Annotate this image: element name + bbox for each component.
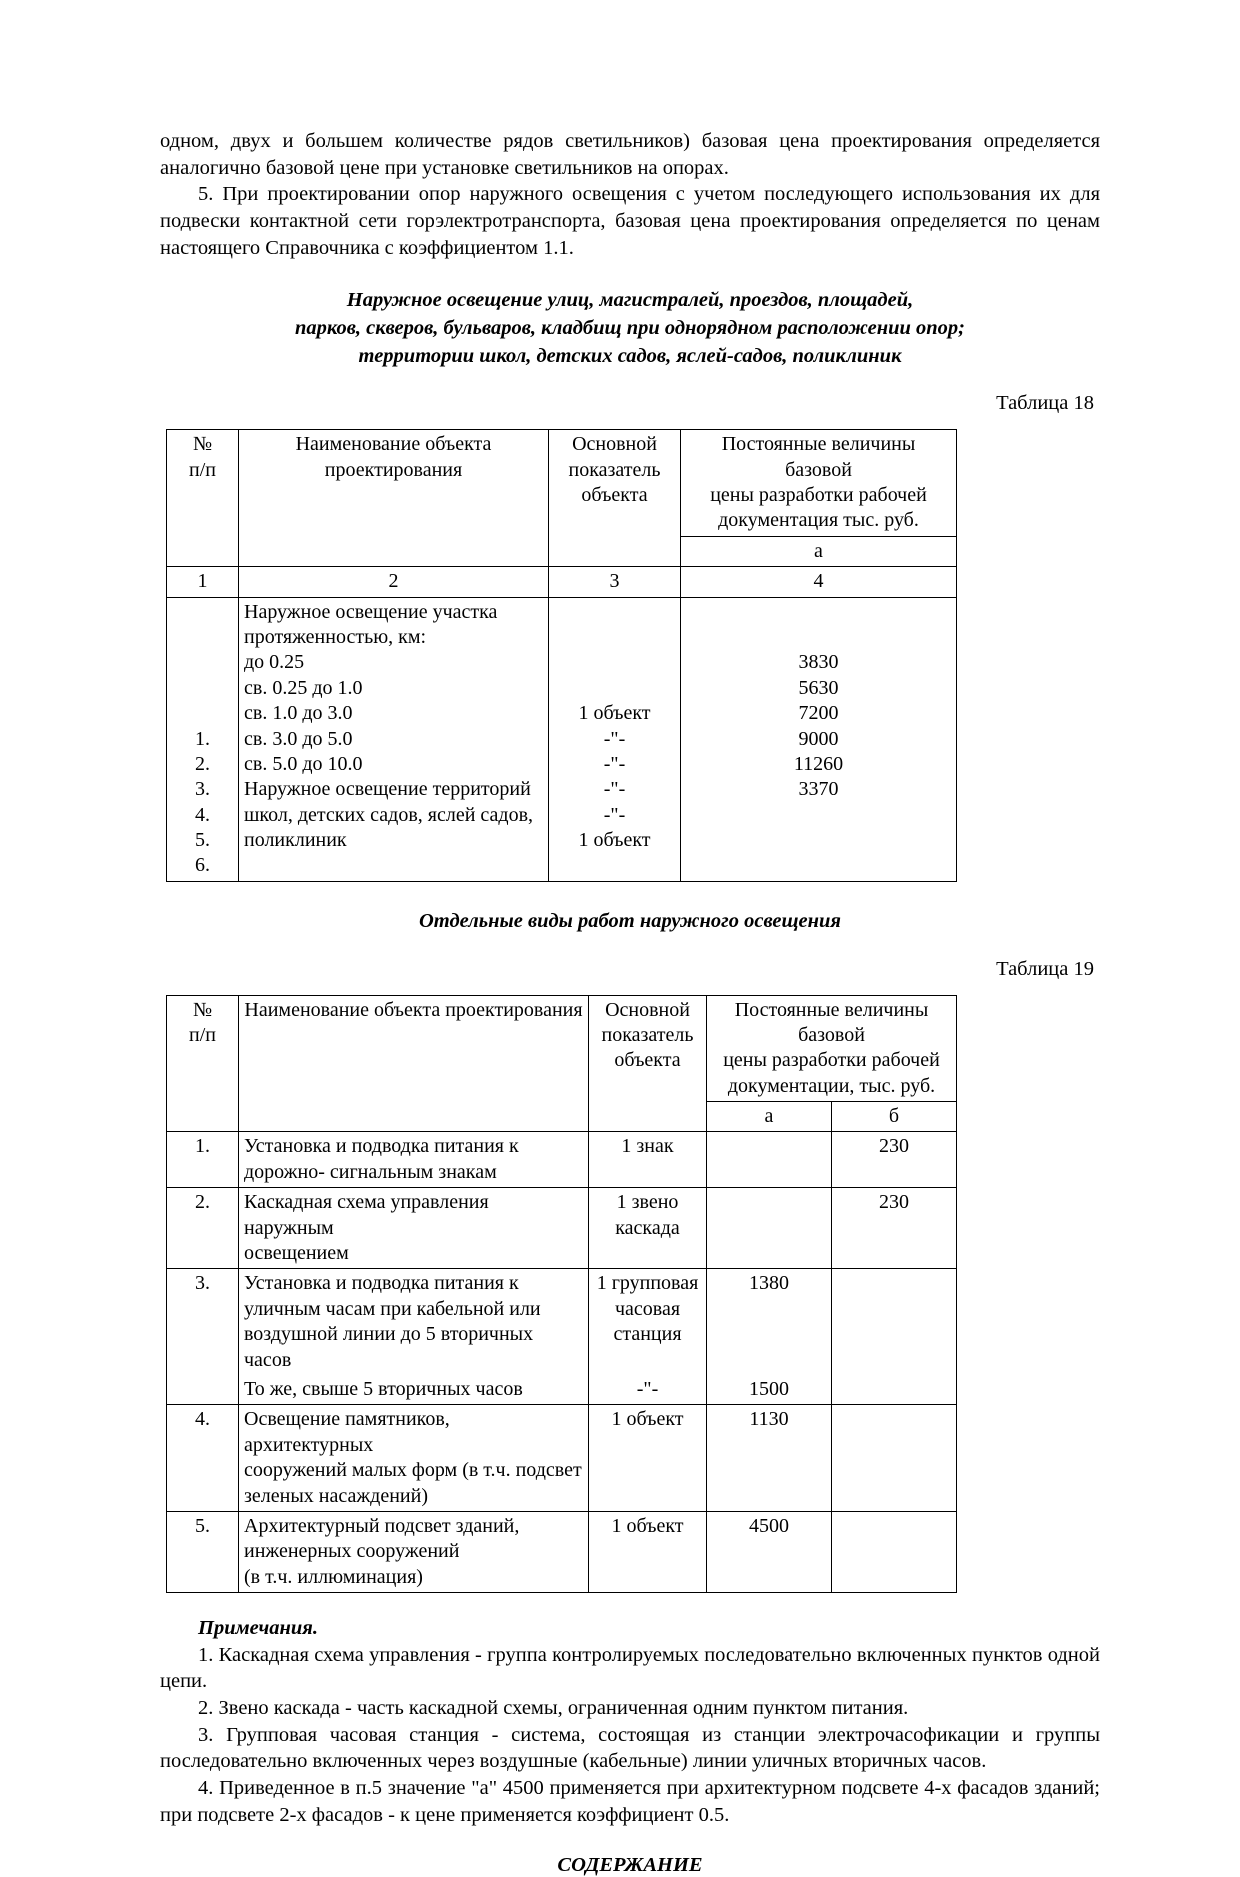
table19-row-name-line3: (в т.ч. иллюминация) (244, 1565, 423, 1588)
table19-row-name-line2: дорожно- сигнальным знакам (244, 1160, 497, 1183)
table19-row-name-line1: Каскадная схема управления наружным (244, 1191, 489, 1239)
table19-row-price-b (832, 1375, 957, 1405)
table19-header-unit (589, 995, 707, 1132)
table19-row-unit-line1: 1 групповая (596, 1272, 699, 1295)
contents-title: СОДЕРЖАНИЕ (557, 1854, 703, 1877)
table18-row-unit-6: 1 объект (578, 829, 651, 852)
table19-row-name-line2: освещением (244, 1242, 349, 1265)
table18-row-name-6-line1: Наружное освещение территорий (244, 778, 531, 801)
table19-row-unit (589, 1132, 707, 1188)
table19-row-unit (589, 1405, 707, 1512)
table18-row-name-6-line2: школ, детских садов, яслей садов, (244, 803, 534, 826)
table19 (166, 995, 957, 1594)
table19-row (167, 1375, 957, 1405)
table19-row (167, 1405, 957, 1512)
table19-row-price-a: 4500 (707, 1511, 832, 1592)
table19-row-unit (589, 1375, 707, 1405)
table18-header-row (167, 430, 957, 537)
table19-row-no: 1. (167, 1132, 239, 1188)
table18-row-price-4: 9000 (798, 727, 839, 750)
table19-row-name-line1: Архитектурный подсвет зданий, (244, 1514, 520, 1537)
table19-row-name-line2: сооружений малых форм (в т.ч. подсвет (244, 1459, 582, 1482)
table18-row-no-5: 5. (195, 829, 210, 852)
table19-row-unit-line2: каскада (615, 1216, 680, 1239)
table18-header-price-line3: документация тыс. руб. (718, 509, 919, 532)
table18-row-no-4: 4. (195, 803, 210, 826)
table19-row-name (239, 1405, 589, 1512)
table18-header-price-line2: цены разработки рабочей (710, 484, 927, 506)
table18-row-unit-4: -"- (603, 778, 626, 801)
table18-row-no-2: 2. (195, 752, 210, 775)
table19-row-unit (589, 1511, 707, 1592)
note-3: 3. Групповая часовая станция - система, состоящая из станции электрочасофикации и группы последовательно включенных через воздушные (кабельные) линии уличных вторичных часов. (160, 1723, 1100, 1773)
section-heading-1-line-3: территории школ, детских садов, яслей-садов, поликлиник (358, 344, 902, 367)
table18-group-title-line1: Наружное освещение участка (244, 600, 498, 623)
table18-row-no-6: 6. (195, 854, 210, 877)
table18-row-unit-5: -"- (603, 803, 626, 826)
table18-header-name-line1: Наименование объекта (295, 433, 492, 456)
table18-number-row (167, 567, 957, 597)
notes-title: Примечания. (198, 1617, 318, 1640)
table18 (166, 429, 957, 882)
table18-header-unit-line2: показатель (568, 458, 661, 481)
table19-row-no: 3. (167, 1269, 239, 1375)
table19-row-unit (589, 1269, 707, 1375)
page-content (160, 128, 1100, 1877)
table18-prices-stack (686, 600, 951, 803)
table19-row-name (239, 1269, 589, 1375)
note-4: 4. Приведенное в п.5 значение "а" 4500 применяется при архитектурном подсвете 4-х фасадов зданий; при подсвете 2-х фасадов - к цене применяется коэффициент 0.5. (160, 1776, 1100, 1826)
table19-header-row (167, 995, 957, 1102)
table18-body-row (167, 597, 957, 881)
table19-row-name-line1: Освещение памятников, архитектурных (244, 1408, 450, 1456)
section-heading-1-line-1: Наружное освещение улиц, магистралей, проездов, площадей, (346, 289, 914, 312)
table18-header-unit-line3: объекта (581, 484, 648, 506)
table18-units-stack (554, 600, 675, 854)
table18-row-name-2: св. 0.25 до 1.0 (244, 676, 363, 699)
table19-row-no: 4. (167, 1405, 239, 1512)
table19-row-price-a: 1380 (707, 1269, 832, 1375)
table19-row-name-line2: уличным часам при кабельной или (244, 1297, 541, 1320)
table18-header-price (681, 430, 957, 537)
table18-header-name (239, 430, 549, 567)
table18-row-price-2: 5630 (798, 676, 839, 699)
table18-names-stack (244, 600, 543, 854)
section-heading-1-line-2: парков, скверов, бульваров, кладбищ при однорядном расположении опор; (294, 316, 966, 339)
table19-row-price-a: 1130 (707, 1405, 832, 1512)
table19-row-name-line2: инженерных сооружений (244, 1540, 460, 1563)
table18-row-no-1: 1. (195, 727, 210, 750)
table19-row-no: 5. (167, 1511, 239, 1592)
table19-row-price-b (832, 1405, 957, 1512)
section-heading-2: Отдельные виды работ наружного освещения (419, 909, 841, 932)
table18-numbers-stack (172, 600, 233, 879)
table19-row-price-a: 1500 (707, 1375, 832, 1405)
table19-row-unit-line2: 1 объект (611, 1408, 684, 1431)
table19-header-unit-line3: объекта (614, 1049, 681, 1072)
table19-header-no-line1: № (192, 998, 213, 1021)
table19-row (167, 1132, 957, 1188)
table18-caption: Таблица 18 (996, 392, 1094, 415)
table19-row-unit-line1: 1 знак (621, 1135, 674, 1158)
table18-numbers-cell (167, 597, 239, 881)
table19-row-price-a (707, 1132, 832, 1188)
table19-row-price-b (832, 1269, 957, 1375)
table19-row (167, 1188, 957, 1269)
table19-header-unit-line2: показатель (601, 1023, 694, 1046)
table19-row-price-b (832, 1511, 957, 1592)
table19-row-no: 2. (167, 1188, 239, 1269)
table18-header-unit-line1: Основной (572, 433, 657, 456)
table18-row-unit-1: 1 объект (578, 702, 651, 725)
table18-colnum-1: 1 (167, 567, 239, 597)
table19-row-name (239, 1132, 589, 1188)
table19-row-price-a (707, 1188, 832, 1269)
table19-row (167, 1269, 957, 1375)
table19-header-price-line2: цены разработки рабочей (723, 1049, 940, 1072)
intro-paragraph-2: 5. При проектировании опор наружного освещения с учетом последующего использования их для подвески контактной сети горэлектротранспорта, базовая цена проектирования определяется по ценам настоящего Справочника с коэффициентом 1.1. (160, 183, 1100, 259)
table19-row-name-line3: зеленых насаждений) (244, 1484, 428, 1507)
table18-row-unit-2: -"- (603, 727, 626, 750)
table19-header-no (167, 995, 239, 1132)
table19-row (167, 1511, 957, 1592)
table18-header-no-line1: № (192, 433, 213, 456)
table19-row-name-line1: То же, свыше 5 вторичных часов (244, 1378, 523, 1400)
table18-header-no (167, 430, 239, 567)
intro-paragraph-1: одном, двух и большем количестве рядов светильников) базовая цена проектирования определяется аналогично базовой цене при установке светильников на опорах. (160, 130, 1100, 179)
note-2: 2. Звено каскада - часть каскадной схемы, ограниченная одним пунктом питания. (198, 1697, 909, 1720)
table18-header-unit (549, 430, 681, 567)
table19-header-unit-line1: Основной (605, 998, 690, 1021)
table19-row-unit-line2: часовая (614, 1297, 681, 1320)
table18-row-no-3: 3. (195, 778, 210, 801)
note-1: 1. Каскадная схема управления - группа контролируемых последовательно включенных пунктов одной цепи. (160, 1643, 1100, 1693)
table19-header-sub-b: б (832, 1102, 957, 1132)
table19-row-name-line1: Установка и подводка питания к (244, 1135, 519, 1158)
table19-row-unit-line1: -"- (636, 1378, 659, 1400)
table18-header-no-line2: п/п (189, 458, 216, 481)
table19-header-price (707, 995, 957, 1102)
table18-row-unit-3: -"- (603, 752, 626, 775)
table18-row-name-1: до 0.25 (244, 651, 305, 674)
section-heading-1 (160, 287, 1100, 370)
table18-colnum-4: 4 (681, 567, 957, 597)
table18-header-sub-a: а (681, 536, 957, 566)
table19-row-no (167, 1375, 239, 1405)
table19-header-sub-a: а (707, 1102, 832, 1132)
table18-row-price-3: 7200 (798, 702, 839, 725)
table18-row-name-3: св. 1.0 до 3.0 (244, 702, 353, 725)
table19-header-name: Наименование объекта проектирования (239, 995, 589, 1132)
table18-row-price-5: 11260 (793, 752, 844, 775)
table19-row-name-line1: Установка и подводка питания к (244, 1272, 519, 1295)
table19-row-name-line3: воздушной линии до 5 вторичных часов (244, 1323, 534, 1371)
table18-names-cell (239, 597, 549, 881)
table18-colnum-3: 3 (549, 567, 681, 597)
table18-row-name-4: св. 3.0 до 5.0 (244, 727, 353, 750)
table18-units-cell (549, 597, 681, 881)
table19-row-price-b: 230 (832, 1132, 957, 1188)
table18-row-price-1: 3830 (798, 651, 839, 674)
table19-row-unit-line1: 1 звено (616, 1191, 679, 1214)
table18-row-name-6-line3: поликлиник (244, 829, 347, 852)
table19-row-name (239, 1511, 589, 1592)
table19-row-unit-line2: 1 объект (611, 1514, 684, 1537)
table18-row-price-6: 3370 (798, 778, 839, 801)
table19-header-no-line2: п/п (189, 1023, 216, 1046)
notes-section (160, 1615, 1100, 1828)
table18-header-name-line2: проектирования (324, 458, 463, 481)
table18-colnum-2: 2 (239, 567, 549, 597)
table19-header-price-line3: документации, тыс. руб. (727, 1074, 936, 1097)
table19-row-unit (589, 1188, 707, 1269)
table19-row-unit-line3: станция (613, 1323, 682, 1346)
table19-header-price-line1: Постоянные величины базовой (734, 998, 929, 1046)
table19-row-name (239, 1375, 589, 1405)
table19-caption: Таблица 19 (996, 957, 1094, 980)
table18-group-title-line2: протяженностью, км: (244, 625, 427, 648)
table19-row-price-b: 230 (832, 1188, 957, 1269)
table19-row-name (239, 1188, 589, 1269)
table18-prices-cell (681, 597, 957, 881)
table18-row-name-5: св. 5.0 до 10.0 (244, 752, 363, 775)
table18-header-price-line1: Постоянные величины базовой (721, 433, 916, 481)
